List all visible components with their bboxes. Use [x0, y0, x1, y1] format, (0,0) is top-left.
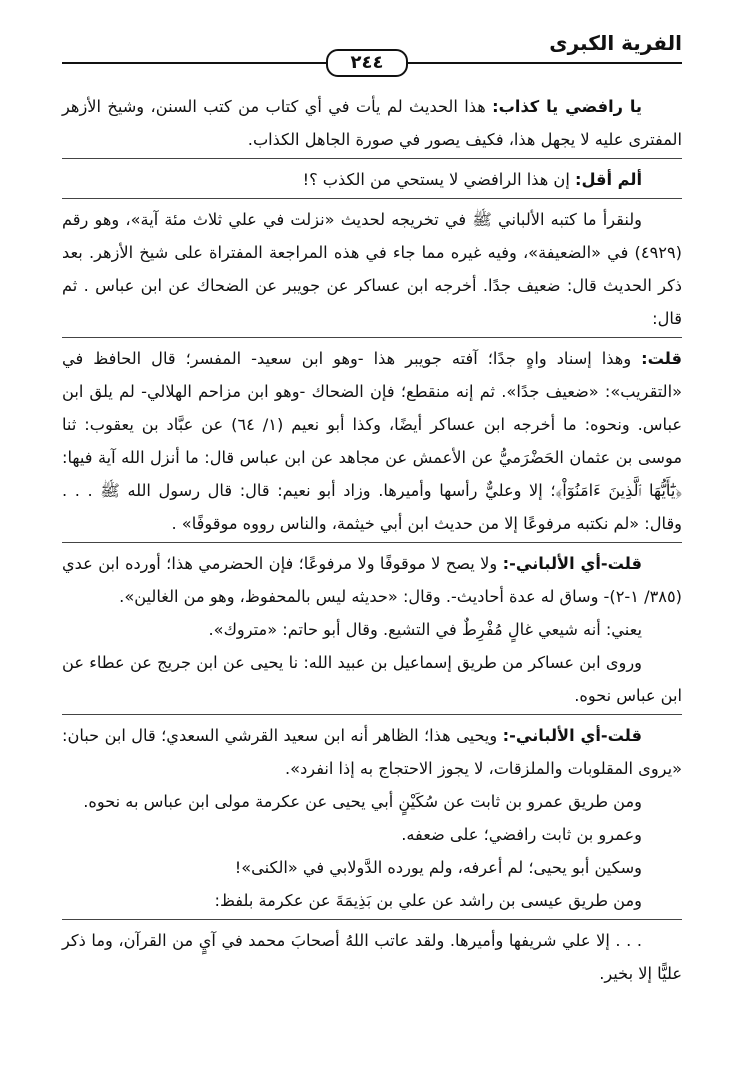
paragraph — [62, 818, 682, 851]
separator-rule — [62, 919, 682, 920]
paragraph-lead: قلت-أي الألباني-: — [502, 726, 642, 745]
paragraph-lead: ألم أقل: — [574, 170, 642, 189]
paragraph-text: ومن طريق عيسى بن راشد عن علي بن بَذِيمَةَ عن عكرمة بلفظ: — [214, 891, 642, 910]
paragraph — [62, 646, 682, 712]
separator-rule — [62, 714, 682, 715]
paragraph-text: ولا يصح لا موقوفًا ولا مرفوعًا؛ فإن الحضرمي هذا؛ أورده ابن عدي (٣٨٥/ ١-٢)- وساق له عدة أحاديث-. وقال: «حديثه ليس بالمحفوظ، وهو من الغالين». — [62, 554, 682, 606]
paragraph — [62, 719, 682, 785]
paragraph — [62, 203, 682, 335]
paragraph-text: وعمرو بن ثابت رافضي؛ على ضعفه. — [401, 825, 642, 844]
paragraph — [62, 342, 682, 540]
running-title: الفرية الكبرى — [549, 31, 682, 55]
paragraph-text: إن هذا الرافضي لا يستحي من الكذب ؟! — [302, 170, 575, 189]
paragraph — [62, 547, 682, 613]
paragraph — [62, 924, 682, 990]
paragraph-lead: قلت: — [641, 349, 682, 368]
paragraph-text: يعني: أنه شيعي غالٍ مُفْرِطٌ في التشيع. وقال أبو حاتم: «متروك». — [208, 620, 642, 639]
separator-rule — [62, 198, 682, 199]
paragraph-text: وروى ابن عساكر من طريق إسماعيل بن عبيد الله: نا يحيى عن ابن جريج عن عطاء عن ابن عباس نحوه. — [62, 653, 682, 705]
paragraph — [62, 785, 682, 818]
paragraph-text: هذا الحديث لم يأت في أي كتاب من كتب السنن، وشيخ الأزهر المفترى عليه لا يجهل هذا، فكيف يصور في صورة الجاهل الكذاب. — [62, 97, 682, 149]
paragraph-text: . . . إلا علي شريفها وأميرها. ولقد عاتب اللهُ أصحابَ محمد في آيٍ من القرآن، وما ذكر عليًّا إلا بخير. — [62, 931, 682, 983]
page-number: ٢٤٤ — [326, 49, 408, 77]
paragraph — [62, 851, 682, 884]
paragraph — [62, 613, 682, 646]
separator-rule — [62, 337, 682, 338]
paragraph-text: وسكين أبو يحيى؛ لم أعرفه، ولم يورده الدَّولابي في «الكنى»! — [234, 858, 642, 877]
paragraph-text: ولنقرأ ما كتبه الألباني ﷺ في تخريجه لحديث «نزلت في علي ثلاث مئة آية»، وهو رقم (٤٩٢٩) في «الضعيفة»، وفيه غيره مما جاء في هذه المراجعة المفتراة على شيخ الأزهر. بعد ذكر الحديث قال: ضعيف جدًا. أخرجه ابن عساكر عن جويبر عن الضحاك عن ابن عباس . ثم قال: — [62, 210, 682, 328]
paragraph-text: ومن طريق عمرو بن ثابت عن سُكَيْنٍ أبي يحيى عن عكرمة مولى ابن عباس به نحوه. — [83, 792, 642, 811]
paragraph-lead: قلت-أي الألباني-: — [502, 554, 642, 573]
paragraph-text: وهذا إسناد واهٍ جدًا؛ آفته جويبر هذا -وهو ابن سعيد- المفسر؛ قال الحافظ في «التقريب»: «ضعيف جدًا». ثم إنه منقطع؛ فإن الضحاك -وهو ابن مزاحم الهلالي- لم يلق ابن عباس. ونحوه: ما أخرجه ابن عساكر أيضًا، وكذا أبو نعيم (١/ ٦٤) عن عبَّاد بن يعقوب: ثنا موسى بن عثمان الحَضْرَميُّ عن الأعمش عن مجاهد عن ابن عباس قال: ما أنزل الله آية فيها: ﴿يَٰٓأَيُّهَا ٱلَّذِينَ ءَامَنُوٓاْ﴾؛ إلا وعليٌّ رأسها وأميرها. وزاد أبو نعيم: قال: قال رسول الله ﷺ . . . وقال: «لم نكتبه مرفوعًا إلا من حديث ابن أبي خيثمة، والناس رووه موقوفًا» . — [62, 349, 682, 533]
paragraph-text: ويحيى هذا؛ الظاهر أنه ابن سعيد القرشي السعدي؛ قال ابن حبان: «يروى المقلوبات والملزقات، لا يجوز الاحتجاج به إذا انفرد». — [62, 726, 682, 778]
paragraph — [62, 90, 682, 156]
separator-rule — [62, 542, 682, 543]
paragraph — [62, 884, 682, 917]
body-text — [62, 90, 682, 990]
paragraph-lead: يا رافضي يا كذاب: — [492, 97, 642, 116]
separator-rule — [62, 158, 682, 159]
paragraph — [62, 163, 682, 196]
